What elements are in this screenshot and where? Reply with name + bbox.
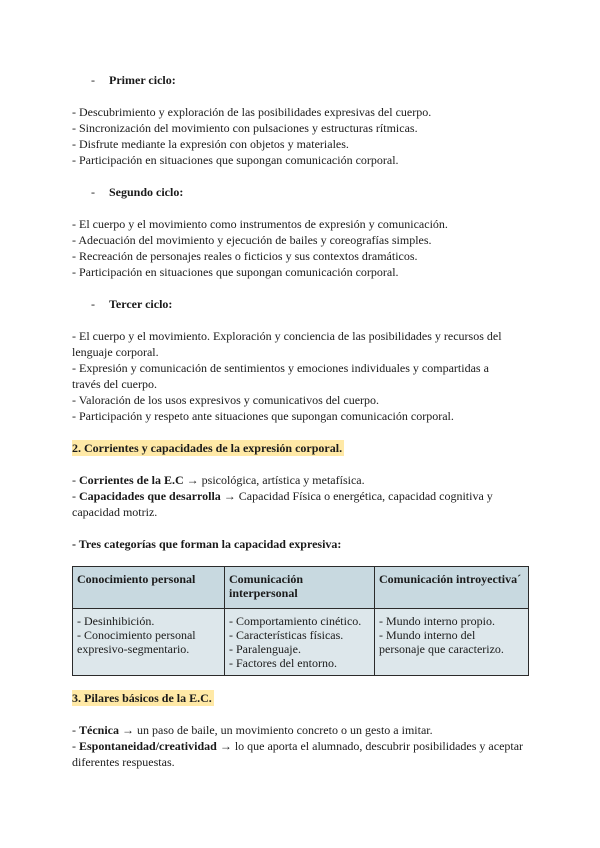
list-item: - Recreación de personajes reales o ficticios y sus contextos dramáticos.: [72, 249, 418, 263]
capacidades-line: - Capacidades que desarrolla → Capacidad Física o energética, capacidad cognitiva y capacidad motriz.: [72, 489, 493, 519]
tercer-ciclo-heading: - Tercer ciclo:: [91, 297, 173, 311]
list-item: - Expresión y comunicación de sentimientos y emociones individuales y compartidas a través del cuerpo.: [72, 361, 489, 391]
primer-ciclo-title: Primer ciclo:: [109, 73, 176, 87]
list-item: - Participación en situaciones que supongan comunicación corporal.: [72, 153, 399, 167]
table-cell-conocimiento: [73, 609, 225, 676]
segundo-ciclo-heading: - Segundo ciclo:: [91, 185, 184, 199]
primer-ciclo-heading: - Primer ciclo:: [91, 73, 176, 87]
section-2-title: 2. Corrientes y capacidades de la expresión corporal.: [72, 441, 343, 455]
espontaneidad-label: Espontaneidad/creatividad: [79, 739, 217, 753]
corrientes-line: - Corrientes de la E.C → psicológica, artística y metafísica.: [72, 473, 365, 487]
table-row: [73, 609, 529, 676]
table-header: Conocimiento personal: [73, 567, 225, 609]
tecnica-text: → un paso de baile, un movimiento concreto o un gesto a imitar.: [119, 723, 433, 737]
list-item: - El cuerpo y el movimiento. Exploración y conciencia de las posibilidades y recursos del lenguaje corporal.: [72, 329, 502, 359]
table-cell-line: - Paralenguaje.: [229, 642, 301, 656]
tecnica-line: - Técnica → un paso de baile, un movimiento concreto o un gesto a imitar.: [72, 723, 433, 737]
tecnica-label: Técnica: [79, 723, 119, 737]
table-header: Comunicación introyectiva´: [375, 567, 529, 609]
table-cell-line: - Conocimiento personal expresivo-segmentario.: [77, 628, 196, 656]
list-item: - Sincronización del movimiento con pulsaciones y estructuras rítmicas.: [72, 121, 418, 135]
list-item: - Adecuación del movimiento y ejecución de bailes y coreografías simples.: [72, 233, 432, 247]
list-item: - Participación en situaciones que supongan comunicación corporal.: [72, 265, 399, 279]
espontaneidad-text: → lo que aporta el alumnado, descubrir posibilidades y aceptar diferentes respuestas.: [72, 739, 524, 769]
table-cell-line: - Comportamiento cinético.: [229, 614, 362, 628]
capacidad-expresiva-table: [72, 566, 529, 676]
list-item: - Participación y respeto ante situaciones que supongan comunicación corporal.: [72, 409, 454, 423]
table-cell-line: - Desinhibición.: [77, 614, 155, 628]
list-item: - Descubrimiento y exploración de las posibilidades expresivas del cuerpo.: [72, 105, 432, 119]
table-header: Comunicación interpersonal: [225, 567, 375, 609]
table-cell-interpersonal: [225, 609, 375, 676]
espontaneidad-line: - Espontaneidad/creatividad → lo que aporta el alumnado, descubrir posibilidades y aceptar diferentes respuestas.: [72, 739, 524, 769]
table-header-row: [73, 567, 529, 609]
capacidades-text: → Capacidad Física o energética, capacidad cognitiva y capacidad motriz.: [72, 489, 493, 519]
list-item: - Valoración de los usos expresivos y comunicativos del cuerpo.: [72, 393, 380, 407]
categorias-heading: - Tres categorías que forman la capacidad expresiva:: [72, 537, 342, 551]
tercer-ciclo-title: Tercer ciclo:: [109, 297, 173, 311]
section-3-title: 3. Pilares básicos de la E.C.: [72, 691, 212, 705]
table-cell-introyectiva: [375, 609, 529, 676]
segundo-ciclo-title: Segundo ciclo:: [109, 185, 184, 199]
table-cell-line: - Características físicas.: [229, 628, 344, 642]
list-item: - El cuerpo y el movimiento como instrumentos de expresión y comunicación.: [72, 217, 448, 231]
table-cell-line: - Mundo interno propio.: [379, 614, 495, 628]
table-cell-line: - Factores del entorno.: [229, 656, 337, 670]
list-item: - Disfrute mediante la expresión con objetos y materiales.: [72, 137, 349, 151]
corrientes-text: → psicológica, artística y metafísica.: [183, 473, 365, 487]
capacidades-label: Capacidades que desarrolla: [79, 489, 221, 503]
corrientes-label: Corrientes de la E.C: [79, 473, 184, 487]
table-cell-line: - Mundo interno del personaje que caracterizo.: [379, 628, 504, 656]
